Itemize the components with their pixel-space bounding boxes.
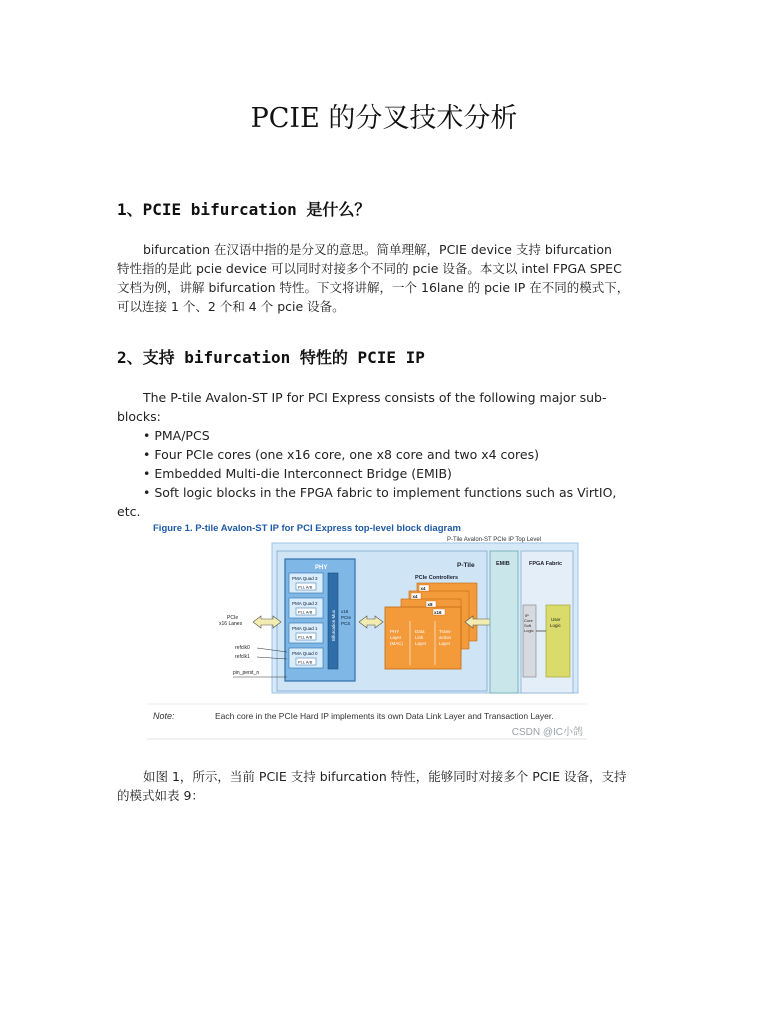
pma-quad-1 [289,623,323,643]
pma-quad-0 [289,648,323,668]
bullets-tail: etc. [117,504,141,519]
emib-label: EMIB [496,561,510,567]
paragraph-line: bifurcation 在汉语中指的是分叉的意思。简单理解，PCIE device 支持 bifurcation [143,242,612,257]
layer-line: Layer [390,635,402,640]
pcs-label-line: PCIe [341,615,352,620]
bifurcation-mux-label: Bifurcation Mux [331,609,336,641]
ip-core-line: IP [525,613,529,618]
core-tag: x4 [412,594,418,599]
pcs-label-line: PCS [341,621,351,626]
user-logic-line: User [551,617,561,622]
list-item: • PMA/PCS [143,428,210,443]
section-1-paragraph [117,240,662,316]
pll-label: PLL A/B [298,634,313,640]
figure-note-text: Each core in the PCIe Hard IP implements its own Data Link Layer and Transaction Layer. [215,711,554,721]
ptile-label: P-Tile [457,562,475,569]
paragraph-line: 可以连接 1 个、2 个和 4 个 pcie 设备。 [117,299,345,314]
layer-line: Data [415,629,425,634]
list-item: • Soft logic blocks in the FPGA fabric to implement functions such as VirtIO, [143,485,617,500]
ip-core-line: Core [524,618,533,623]
section-1-heading: 1、PCIE bifurcation 是什么？ [117,200,371,219]
layer-line: Layer [415,641,427,646]
block-diagram [147,521,587,743]
core-tag: x4 [420,586,426,591]
refclk1-label: refclk1 [235,654,250,660]
pma-quad-label: PMA Quad 3 [292,576,318,581]
user-logic-line: Logic [550,623,561,628]
paragraph-line: 文档为例，讲解 bifurcation 特性。下文将讲解，一个 16lane 的 pcie IP 在不同的模式下， [117,280,630,295]
section-2-heading: 2、支持 bifurcation 特性的 PCIE IP [117,348,425,367]
watermark: CSDN @IC小鸽 [511,727,583,738]
intro-line: blocks: [117,409,161,424]
paragraph-line: 特性指的是此 pcie device 可以同时对接多个不同的 pcie 设备。本文以 intel FPGA SPEC [117,261,622,276]
phy-label: PHY [315,565,328,571]
document-title: PCIE 的分叉技术分析 [250,103,518,134]
intro-line: The P-tile Avalon-ST IP for PCI Express consists of the following major sub- [143,390,607,405]
core-tag: x16 [434,610,442,615]
pma-quad-label: PMA Quad 2 [292,601,318,606]
pll-label: PLL A/B [298,584,313,590]
list-item: • Four PCIe cores (one x16 core, one x8 core and two x4 cores) [143,447,539,462]
layer-line: Link [415,635,424,640]
figure-caption: Figure 1. P-tile Avalon-ST IP for PCI Express top-level block diagram [153,523,461,534]
block-diagram-figure [147,521,587,743]
section-2-body [117,388,662,521]
user-logic-block [546,605,570,677]
pcie-lanes-label: x16 Lanes [219,621,243,627]
core-tag: x8 [427,602,433,607]
pcie-controllers-label: PCIe Controllers [415,575,459,581]
fpga-fabric-label: FPGA Fabric [529,561,563,567]
pma-quad-3 [289,573,323,593]
bullet-list [117,426,662,502]
pin-perst-label: pin_perst_n [233,670,260,676]
ip-core-line: Soft [524,623,532,628]
paragraph-line: 的模式如表 9： [117,788,204,803]
layer-line: (MAC) [390,641,403,646]
layer-line: Trans- [439,629,452,634]
pll-label: PLL A/B [298,609,313,615]
pma-quad-label: PMA Quad 0 [292,651,318,656]
pll-label: PLL A/B [298,659,313,665]
paragraph-line: 如图 1，所示，当前 PCIE 支持 bifurcation 特性，能够同时对接多个 PCIE 设备，支持 [143,769,627,784]
after-figure-paragraph [117,767,662,805]
top-level-label: P-Tile Avalon-ST PCIe IP Top Level [447,537,542,543]
pcie-lanes-label: PCIe [227,615,239,621]
refclk0-label: refclk0 [235,645,250,651]
emib-block [490,551,518,693]
pma-quad-label: PMA Quad 1 [292,626,318,631]
ip-core-line: Logic [524,628,534,633]
figure-note-label: Note: [153,711,175,721]
layer-line: action [439,635,452,640]
layer-line: Layer [439,641,451,646]
list-item: • Embedded Multi-die Interconnect Bridge (EMIB) [143,466,452,481]
pcs-label-line: x16 [341,609,349,614]
pma-quad-2 [289,598,323,618]
layer-line: PHY [390,629,400,634]
